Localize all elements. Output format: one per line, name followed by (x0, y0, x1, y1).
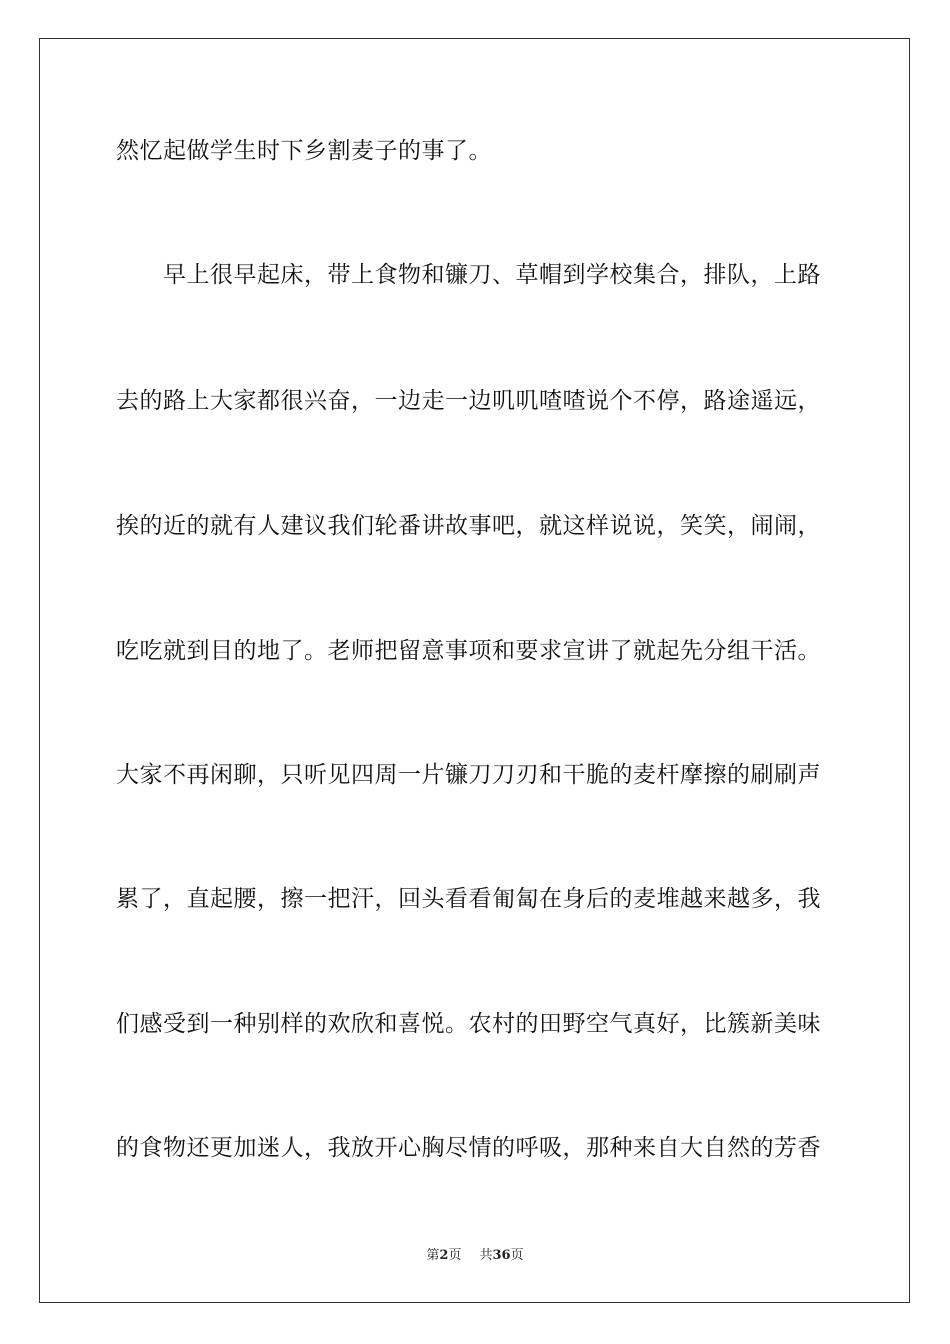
body-line-2: 早上很早起床，带上食物和镰刀、草帽到学校集合，排队，上路 (163, 262, 821, 288)
page-prefix: 第 (426, 1248, 440, 1263)
page-footer (0, 1249, 950, 1262)
page-border (39, 38, 910, 1303)
page-number: 2 (439, 1248, 449, 1263)
body-line-5: 吃吃就到目的地了。老师把留意事项和要求宣讲了就起先分组干活。 (116, 638, 821, 664)
total-pages: 36 (492, 1248, 511, 1263)
body-line-3: 去的路上大家都很兴奋，一边走一边叽叽喳喳说个不停，路途遥远， (116, 388, 821, 414)
body-line-6: 大家不再闲聊，只听见四周一片镰刀刀刃和干脆的麦杆摩擦的刷刷声 (116, 762, 821, 788)
total-prefix: 共 (479, 1248, 493, 1263)
body-line-9: 的食物还更加迷人，我放开心胸尽情的呼吸，那种来自大自然的芳香 (116, 1135, 821, 1161)
body-line-8: 们感受到一种别样的欢欣和喜悦。农村的田野空气真好，比簇新美味 (116, 1011, 821, 1037)
page-suffix: 页 (448, 1248, 462, 1263)
total-suffix: 页 (510, 1248, 524, 1263)
body-line-1: 然忆起做学生时下乡割麦子的事了。 (116, 138, 492, 164)
body-line-4: 挨的近的就有人建议我们轮番讲故事吧，就这样说说，笑笑，闹闹， (116, 513, 821, 539)
body-line-7: 累了，直起腰，擦一把汗，回头看看匍匐在身后的麦堆越来越多，我 (116, 886, 821, 912)
